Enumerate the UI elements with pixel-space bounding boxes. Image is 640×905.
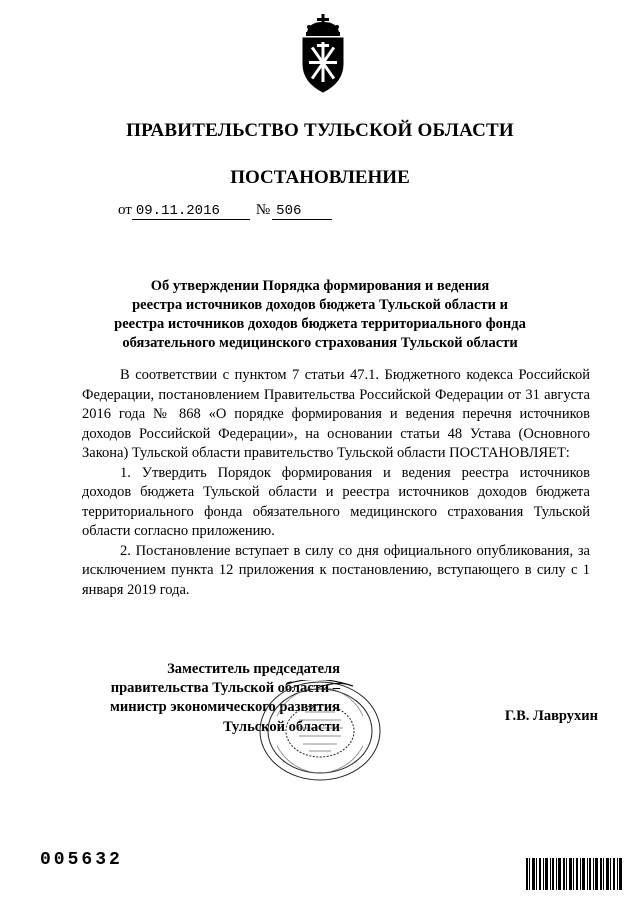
clause-paragraph: 2. Постановление вступает в силу со дня официального опубликования, за исключением пункта 12 приложения к постановлению, вступающего в силу с 1 января 2019 года. [82, 542, 590, 598]
position-line: правительства Тульской области – [110, 680, 340, 697]
number-prefix: № [255, 202, 271, 218]
serial-number: 005632 [40, 850, 123, 870]
document-type: ПОСТАНОВЛЕНИЕ [230, 167, 410, 188]
position-line: министр экономического развития [110, 699, 340, 716]
preamble-paragraph: В соответствии с пунктом 7 статьи 47.1. Бюджетного кодекса Российской Федерации, постановлением Правительства Российской Федерации от 31 августа 2016 года № 868 «О порядке формирования и ведения перечня источников доходов Российской Федерации», на основании статьи 48 Устава (Основного Закона) Тульской области правительство Тульской области ПОСТАНОВЛЯЕТ: [82, 367, 590, 461]
subject-line: реестра источников доходов бюджета Тульской области и [132, 297, 508, 313]
registration-line [118, 202, 332, 220]
document-number: 506 [272, 204, 332, 220]
subject-line: реестра источников доходов бюджета территориального фонда [114, 316, 526, 332]
date-prefix: от [118, 202, 132, 218]
tula-coat-of-arms-icon [295, 14, 351, 94]
government-title: ПРАВИТЕЛЬСТВО ТУЛЬСКОЙ ОБЛАСТИ [126, 120, 514, 141]
signatory-name: Г.В. Лаврухин [504, 708, 598, 724]
subject-line: обязательного медицинского страхования Тульской области [122, 335, 518, 351]
document-subject [60, 277, 580, 353]
barcode-icon [526, 858, 622, 898]
position-line: Заместитель председателя [167, 661, 340, 677]
subject-line: Об утверждении Порядка формирования и ведения [150, 278, 490, 294]
position-line: Тульской области [223, 718, 340, 735]
clause-paragraph: 1. Утвердить Порядок формирования и ведения реестра источников доходов бюджета Тульской области и реестра источников доходов бюджета территориального фонда обязательного медицинского страхования Тульской области согласно приложению. [82, 464, 590, 539]
document-body [82, 366, 590, 600]
document-date: 09.11.2016 [132, 204, 250, 220]
official-round-stamp-icon [257, 680, 383, 782]
